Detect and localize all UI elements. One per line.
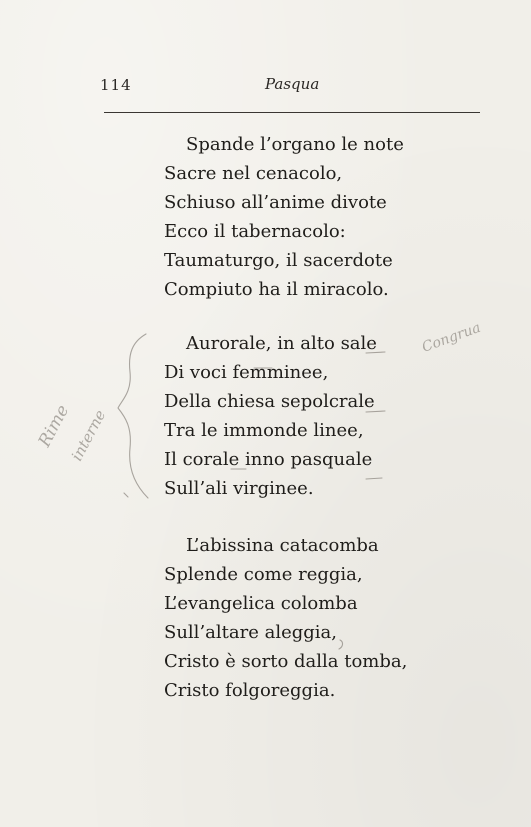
underline-mark xyxy=(366,352,385,353)
verse-line: Tra le immonde linee, xyxy=(164,420,364,441)
page-number: 114 xyxy=(100,76,132,94)
margin-tick xyxy=(124,493,128,497)
verse-line: Spande l’organo le note xyxy=(186,134,404,155)
verse-line: Ecco il tabernacolo: xyxy=(164,221,346,242)
running-title: Pasqua xyxy=(265,75,320,93)
verse-line: Della chiesa sepolcrale xyxy=(164,391,375,412)
verse-line: Cristo folgoreggia. xyxy=(164,680,336,701)
verse-line: Sull’ali virginee. xyxy=(164,478,314,499)
verse-line: Taumaturgo, il sacerdote xyxy=(164,250,393,271)
verse-line: Cristo è sorto dalla tomba, xyxy=(164,651,408,672)
verse-line: Compiuto ha il miracolo. xyxy=(164,279,389,300)
margin-note-left-1: Rime xyxy=(34,401,74,451)
verse-line: Splende come reggia, xyxy=(164,564,363,585)
verse-line: L’evangelica colomba xyxy=(164,593,358,614)
margin-bracket xyxy=(118,334,148,498)
comma-mark xyxy=(339,640,343,649)
verse-line: L’abissina catacomba xyxy=(186,535,379,556)
verse-line: Schiuso all’anime divote xyxy=(164,192,387,213)
verse-line: Aurorale, in alto sale xyxy=(186,333,377,354)
verse-line: Il corale inno pasquale xyxy=(164,449,373,470)
underline-mark xyxy=(366,411,385,412)
verse-line: Di voci femminee, xyxy=(164,362,329,383)
margin-note-right: Congrua xyxy=(419,319,483,356)
margin-note-left-2: interne xyxy=(67,406,110,464)
underline-mark xyxy=(366,478,382,479)
verse-line: Sull’altare aleggia, xyxy=(164,622,337,643)
verse-line: Sacre nel cenacolo, xyxy=(164,163,343,184)
